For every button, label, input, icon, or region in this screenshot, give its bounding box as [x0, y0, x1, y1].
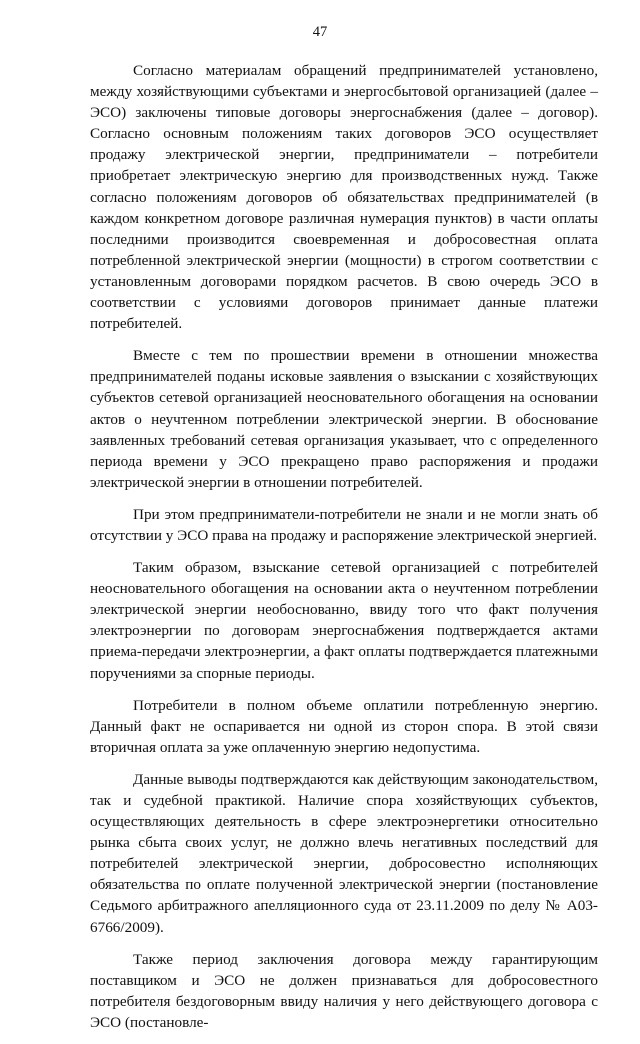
page-number: 47 [312, 24, 328, 40]
paragraph: Вместе с тем по прошествии времени в отношении множества предпринимателей поданы исковые заявления о взыскании с хозяйствующих субъектов сетевой организацией неосновательного обогащения на основании актов о неучтенном потреблении электрической энергии. В обоснование заявленных требований сетевая организация указывает, что с определенного периода времени у ЭСО прекращено право распоряжения и продажи электрической энергии в отношении потребителей. [90, 347, 598, 491]
paragraph: Данные выводы подтверждаются как действующим законодательством, так и судебной практикой. Наличие спора хозяйствующих субъектов, осуществляющих деятельность в сфере электроэнергетики относительно рынка сбыта своих услуг, не должно влечь негативных последствий для потребителей электрической энергии, добросовестно исполняющих обязательства по оплате полученной электрической энергии (постановление Седьмого арбитражного апелляционного суда от 23.11.2009 по делу № А03-6766/2009). [90, 770, 598, 936]
paragraph: Согласно материалам обращений предпринимателей установлено, между хозяйствующими субъектами и энергосбытовой организацией (далее – ЭСО) заключены типовые договоры энергоснабжения (далее – договор). Согласно основным положениям таких договоров ЭСО осуществляет продажу электрической энергии, предприниматели – потребители приобретает электрическую энергию для производственных нужд. Также согласно положениям договоров об обязательствах предпринимателей (в каждом конкретном договоре различная нумерация пунктов) в части оплаты последними производится своевременная и добросовестная оплата потребленной электрической энергии (мощности) в строгом соответствии с установленным договорами порядком расчетов. В свою очередь ЭСО в соответствии с условиями договоров принимает данные платежи потребителей. [90, 62, 598, 333]
paragraph: Таким образом, взыскание сетевой организацией с потребителей неосновательного обогащения на основании акта о неучтенном потреблении электрической энергии необоснованно, ввиду того что факт получения электроэнергии по договорам энергоснабжения подтверждается актами приема-передачи электроэнергии, а факт оплаты подтверждается платежными поручениями за спорные периоды. [90, 559, 598, 682]
paragraph: Потребители в полном объеме оплатили потребленную энергию. Данный факт не оспаривается ни одной из сторон спора. В этой связи вторичная оплата за уже оплаченную энергию недопустима. [90, 696, 598, 756]
body-text [90, 60, 598, 1044]
paragraph: При этом предприниматели-потребители не знали и не могли знать об отсутствии у ЭСО права на продажу и распоряжение электрической энергией. [90, 505, 598, 544]
paragraph: Также период заключения договора между гарантирующим поставщиком и ЭСО не должен признаваться для добросовестного потребителя бездоговорным ввиду наличия у него действующего договора с ЭСО (постановле- [90, 950, 598, 1031]
